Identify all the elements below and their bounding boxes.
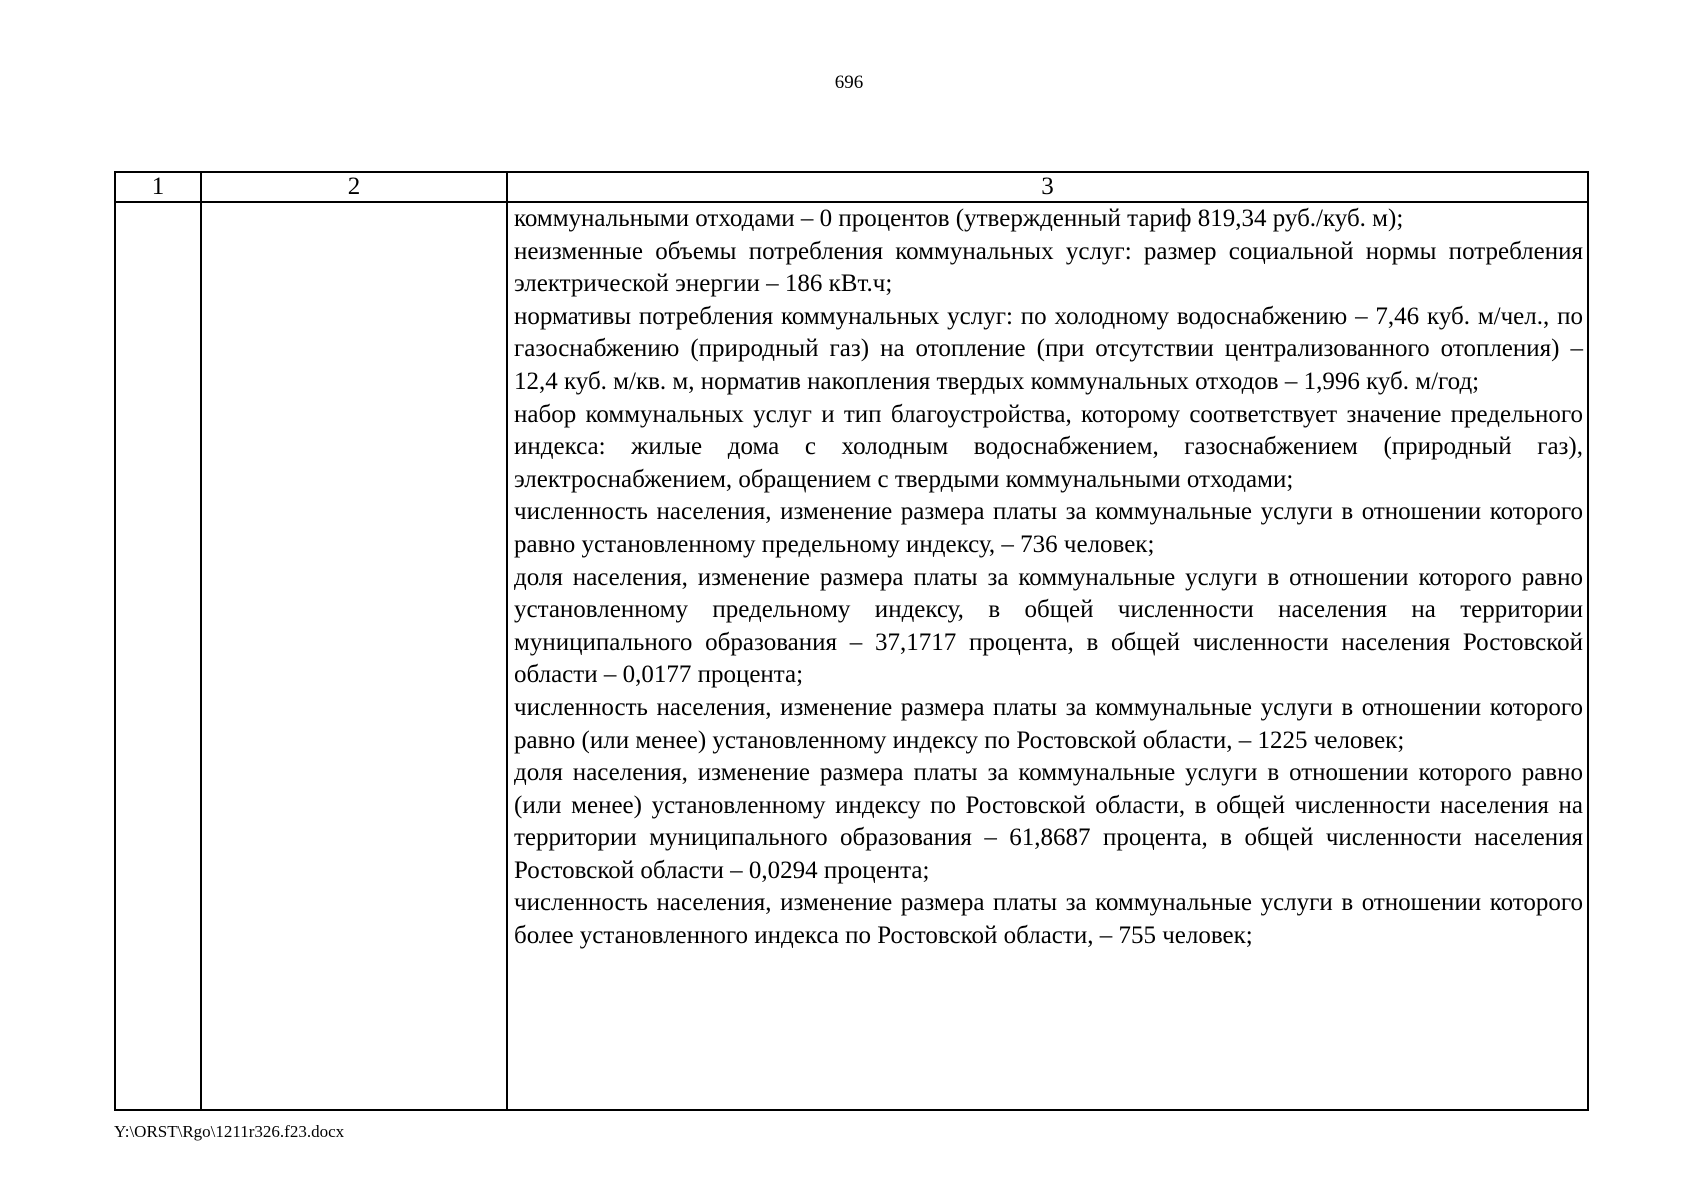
paragraph-share-equal-or-less: доля населения, изменение размера платы за коммунальные услуги в отношении которого равно (или менее) установленному индексу по Ростовской области, в общей численности населения на территории муниципального образования – 61,8687 процента, в общей численности населения Ростовской области – 0,0294 процента; <box>514 759 1583 884</box>
paragraph-service-set: набор коммунальных услуг и тип благоустройства, которому соответствует значение предельного индекса: жилые дома с холодным водоснабжением, газоснабжением (природный газ), электроснабжением, обращением с твердыми коммунальными отходами; <box>514 400 1583 493</box>
column-3-cell <box>507 202 1588 1110</box>
column-header-2: 2 <box>201 172 507 202</box>
paragraph-share-equal: доля населения, изменение размера платы за коммунальные услуги в отношении которого равно установленному предельному индексу, в общей численности населения на территории муниципального образования – 37,1717 процента, в общей численности населения Ростовской области – 0,0177 процента; <box>514 563 1583 689</box>
column-1-cell <box>115 202 201 1110</box>
footer-file-path: Y:\ORST\Rgo\1211r326.f23.docx <box>114 1122 345 1141</box>
paragraph-population-equal-or-less: численность населения, изменение размера платы за коммунальные услуги в отношении которого равно (или менее) установленному индексу по Ростовской области, – 1225 человек; <box>514 693 1583 754</box>
paragraph-population-above: численность населения, изменение размера платы за коммунальные услуги в отношении которого более установленного индекса по Ростовской области, – 755 человек; <box>514 889 1583 950</box>
column-header-3: 3 <box>507 172 1588 202</box>
paragraph-consumption-volumes: неизменные объемы потребления коммунальных услуг: размер социальной нормы потребления электрической энергии – 186 кВт.ч; <box>514 237 1583 298</box>
table-header-row <box>115 172 1588 202</box>
paragraph-waste-tariff: коммунальными отходами – 0 процентов (утвержденный тариф 819,34 руб./куб. м); <box>514 205 1404 232</box>
paragraph-consumption-norms: нормативы потребления коммунальных услуг: по холодному водоснабжению – 7,46 куб. м/чел., по газоснабжению (природный газ) на отопление (при отсутствии централизованного отопления) – 12,4 куб. м/кв. м, норматив накопления твердых коммунальных отходов – 1,996 куб. м/год; <box>514 302 1583 395</box>
page-number: 696 <box>834 72 864 93</box>
document-table <box>114 171 1589 1111</box>
paragraph-population-equal: численность населения, изменение размера платы за коммунальные услуги в отношении которого равно установленному предельному индексу, – 736 человек; <box>514 498 1583 558</box>
table-row <box>115 202 1588 1110</box>
column-header-1: 1 <box>115 172 201 202</box>
column-2-cell <box>201 202 507 1110</box>
